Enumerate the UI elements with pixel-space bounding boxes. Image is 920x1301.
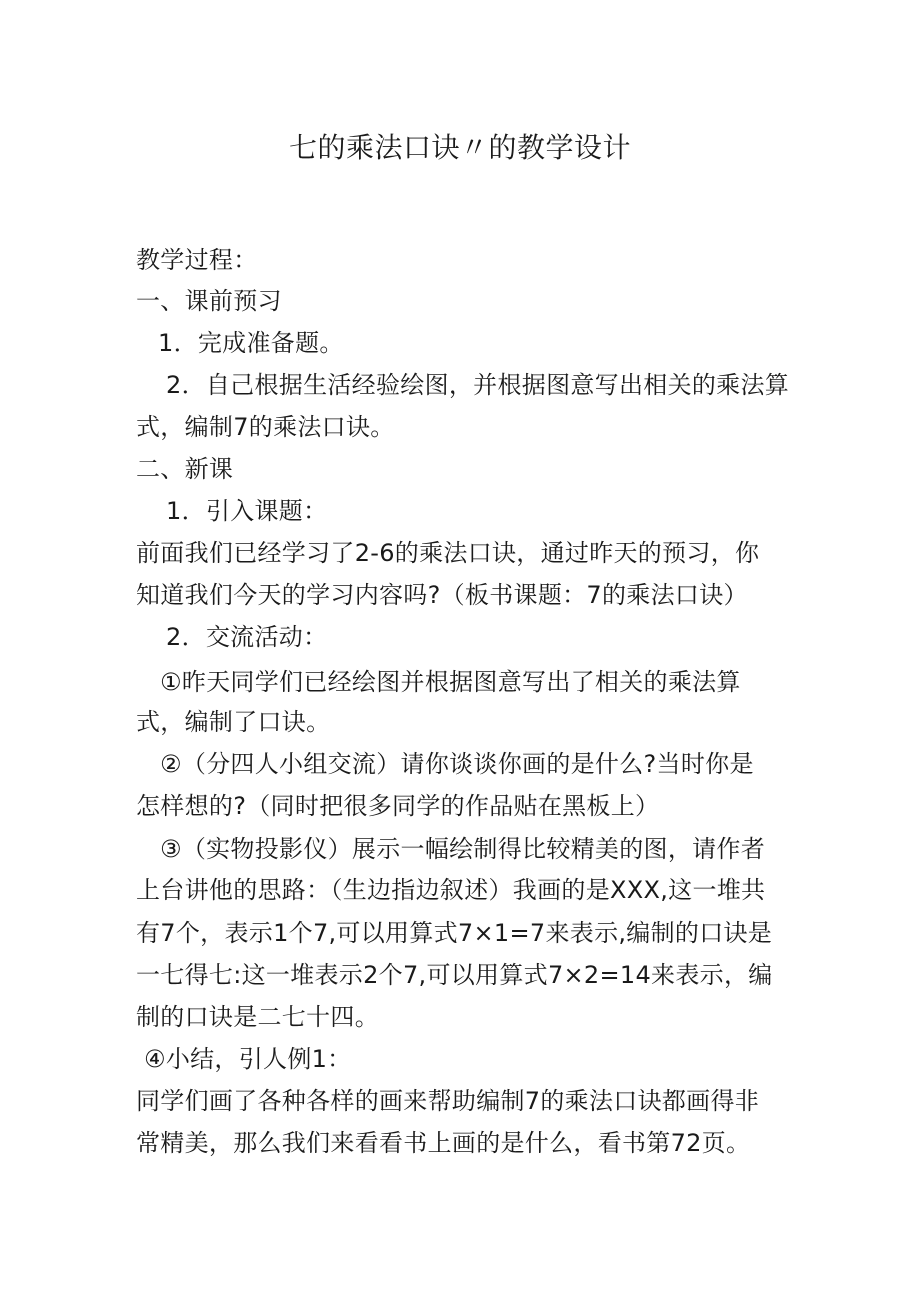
paragraph-line: 有7个，表示1个7,可以用算式7×1=7来表示,编制的口诀是 [136,919,773,947]
list-item: 2．交流活动： [166,623,328,651]
list-item: 1．完成准备题。 [158,329,344,357]
list-item: 1．引入课题： [166,497,328,525]
list-item: ④小结，引人例1： [144,1045,352,1073]
paragraph-line: 知道我们今天的学习内容吗?（板书课题：7的乘法口诀） [136,581,748,609]
section-heading-new-lesson: 二、新课 [136,455,234,483]
document-title: 七的乘法口诀〃的教学设计 [288,131,631,164]
paragraph-line: 常精美，那么我们来看看书上画的是什么，看书第72页。 [136,1129,751,1157]
paragraph-line: 一七得七:这一堆表示2个7,可以用算式7×2=14来表示，编 [136,961,773,989]
paragraph-line: 同学们画了各种各样的画来帮助编制7的乘法口诀都画得非 [136,1087,760,1115]
paragraph-line: 前面我们已经学习了2-6的乘法口诀，通过昨天的预习，你 [136,539,760,567]
paragraph-line: 式，编制了口诀。 [136,708,331,736]
section-heading-teaching-process: 教学过程： [136,246,258,274]
list-item: 2．自己根据生活经验绘图，并根据图意写出相关的乘法算 [166,371,790,399]
section-heading-preview: 一、课前预习 [136,287,282,315]
list-item: ①昨天同学们已经绘图并根据图意写出了相关的乘法算 [160,668,741,696]
paragraph-line: 怎样想的?（同时把很多同学的作品贴在黑板上） [136,792,660,820]
list-item: ②（分四人小组交流）请你谈谈你画的是什么?当时你是 [160,750,754,778]
paragraph-line: 制的口诀是二七十四。 [136,1003,379,1031]
paragraph-line: 上台讲他的思路：（生边指边叙述）我画的是XXX,这一堆共 [136,876,766,904]
list-item: ③（实物投影仪）展示一幅绘制得比较精美的图，请作者 [160,835,766,863]
paragraph-line: 式，编制7的乘法口诀。 [136,413,395,441]
